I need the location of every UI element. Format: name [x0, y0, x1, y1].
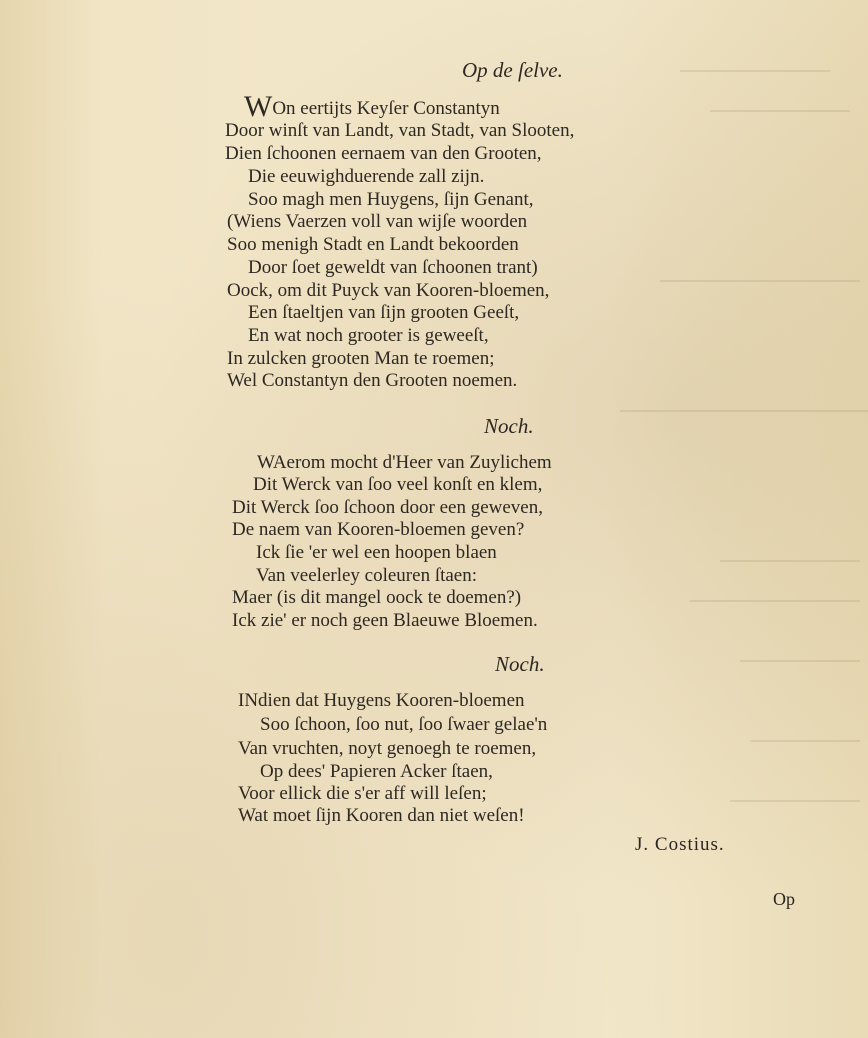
poem3-line-2: Soo ſchoon, ſoo nut, ſoo ſwaer gelae'n — [260, 714, 548, 735]
poem1-line-1 — [244, 90, 500, 123]
section-heading-noch-2: Noch. — [495, 652, 545, 676]
dropcap-w: W — [244, 90, 273, 123]
poem2-line-1: WAerom mocht d'Heer van Zuylichem — [257, 452, 552, 473]
signature: J. Costius. — [635, 834, 725, 855]
poem1-line-8: Door ſoet geweldt van ſchoonen trant) — [248, 257, 538, 278]
poem1-line-6: (Wiens Vaerzen voll van wijſe woorden — [227, 211, 528, 232]
catchword: Op — [773, 889, 795, 909]
poem3-line-5: Voor ellick die s'er aff will leſen; — [238, 783, 487, 804]
poem3-line-4: Op dees' Papieren Acker ſtaen, — [260, 761, 493, 782]
poem1-line-11: En wat noch grooter is geweeſt, — [248, 325, 489, 346]
poem1-line-3: Dien ſchoonen eernaem van den Grooten, — [225, 143, 542, 164]
poem2-line-7: Maer (is dit mangel oock te doemen?) — [232, 587, 522, 608]
poem1-line-2: Door winſt van Landt, van Stadt, van Slooten, — [225, 120, 575, 141]
poem3-line-6: Wat moet ſijn Kooren dan niet weſen! — [238, 805, 525, 826]
poem1-line-10: Een ſtaeltjen van ſijn grooten Geeſt, — [248, 302, 520, 323]
poem2-line-2: Dit Werck van ſoo veel konſt en klem, — [253, 474, 543, 495]
poem3-line-3: Van vruchten, noyt genoegh te roemen, — [238, 738, 537, 759]
poem2-line-5: Ick ſie 'er wel een hoopen blaen — [256, 542, 497, 563]
page-title: Op de ſelve. — [462, 58, 563, 82]
poem1-line-12: In zulcken grooten Man te roemen; — [227, 348, 495, 369]
poem2-line-8: Ick zie' er noch geen Blaeuwe Bloemen. — [232, 610, 538, 631]
poem1-line-13: Wel Constantyn den Grooten noemen. — [227, 370, 518, 391]
poem1-line-4: Die eeuwighduerende zall zijn. — [248, 166, 485, 187]
section-heading-noch-1: Noch. — [484, 414, 534, 438]
poem2-line-3: Dit Werck ſoo ſchoon door een geweven, — [232, 497, 543, 518]
poem2-line-4: De naem van Kooren-bloemen geven? — [232, 519, 525, 540]
poem1-line-9: Oock, om dit Puyck van Kooren-bloemen, — [227, 280, 550, 301]
poem1-line-7: Soo menigh Stadt en Landt bekoorden — [227, 234, 519, 255]
poem1-line-5: Soo magh men Huygens, ſijn Genant, — [248, 189, 534, 210]
poem1-line-1-text: On eertijts Keyſer Constantyn — [272, 98, 500, 119]
poem2-line-6: Van veelerley coleuren ſtaen: — [256, 565, 478, 586]
poem3-line-1: INdien dat Huygens Kooren-bloemen — [238, 690, 525, 711]
